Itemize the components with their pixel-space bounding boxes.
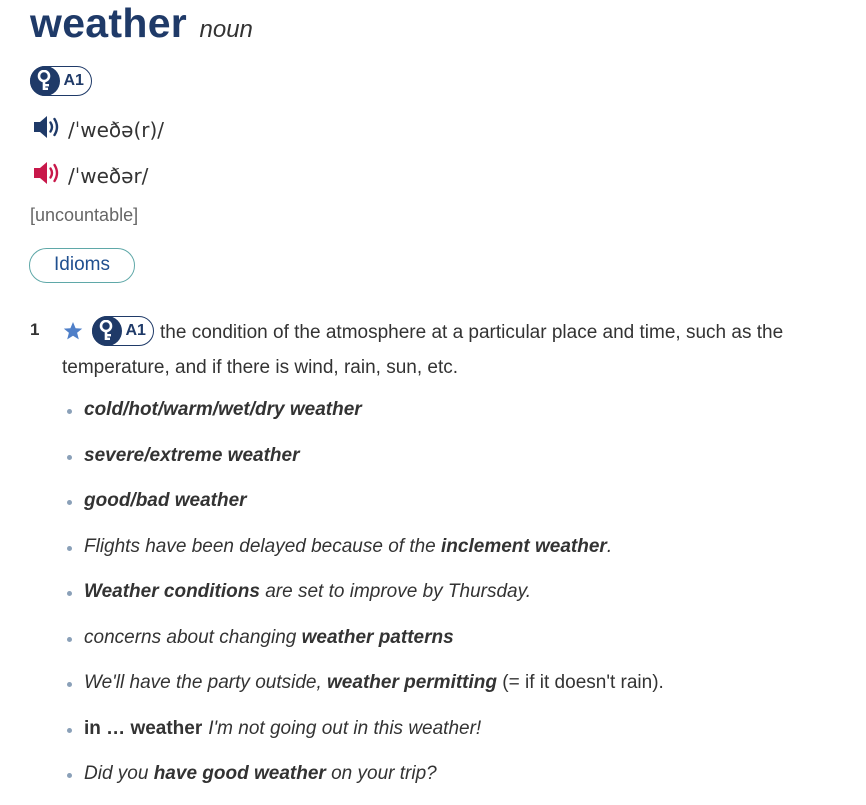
grammar-label: [uncountable] [30,205,139,225]
ipa-us: /ˈweðər/ [68,163,149,188]
example-item: severe/extreme weather [64,437,854,483]
speaker-blue-icon[interactable] [32,113,62,146]
example-item: Did you have good weather on your trip? [64,755,854,801]
key-icon [30,66,60,96]
headword: weather [30,0,188,46]
speaker-red-icon[interactable] [32,159,62,192]
example-item: in … weather I'm not going out in this weather! [64,710,854,756]
oxford-3000-level-badge[interactable] [30,66,92,96]
idioms-button[interactable]: Idioms [29,248,135,283]
example-item: Flights have been delayed because of the inclement weather. [64,528,854,574]
example-item: Weather conditions are set to improve by Thursday. [64,573,854,619]
example-item: concerns about changing weather patterns [64,619,854,665]
level-label: A1 [63,72,84,89]
ipa-uk: /ˈweðə(r)/ [68,117,165,142]
headword-row [30,0,253,47]
example-item: good/bad weather [64,482,854,528]
pronunciation-uk [32,113,164,146]
grammar-pattern: in … weather [84,717,203,739]
pronunciation-us [32,159,148,192]
example-item: We'll have the party outside, weather permitting (= if it doesn't rain). [64,664,854,710]
level-label: A1 [125,322,146,339]
definition: the condition of the atmosphere at a particular place and time, such as the temperature, and if there is wind, rain, sun, etc. [62,322,784,378]
example-item: cold/hot/warm/wet/dry weather [64,391,854,437]
sense-number: 1 [30,320,40,339]
example-list [64,391,854,801]
part-of-speech: noun [199,16,253,43]
